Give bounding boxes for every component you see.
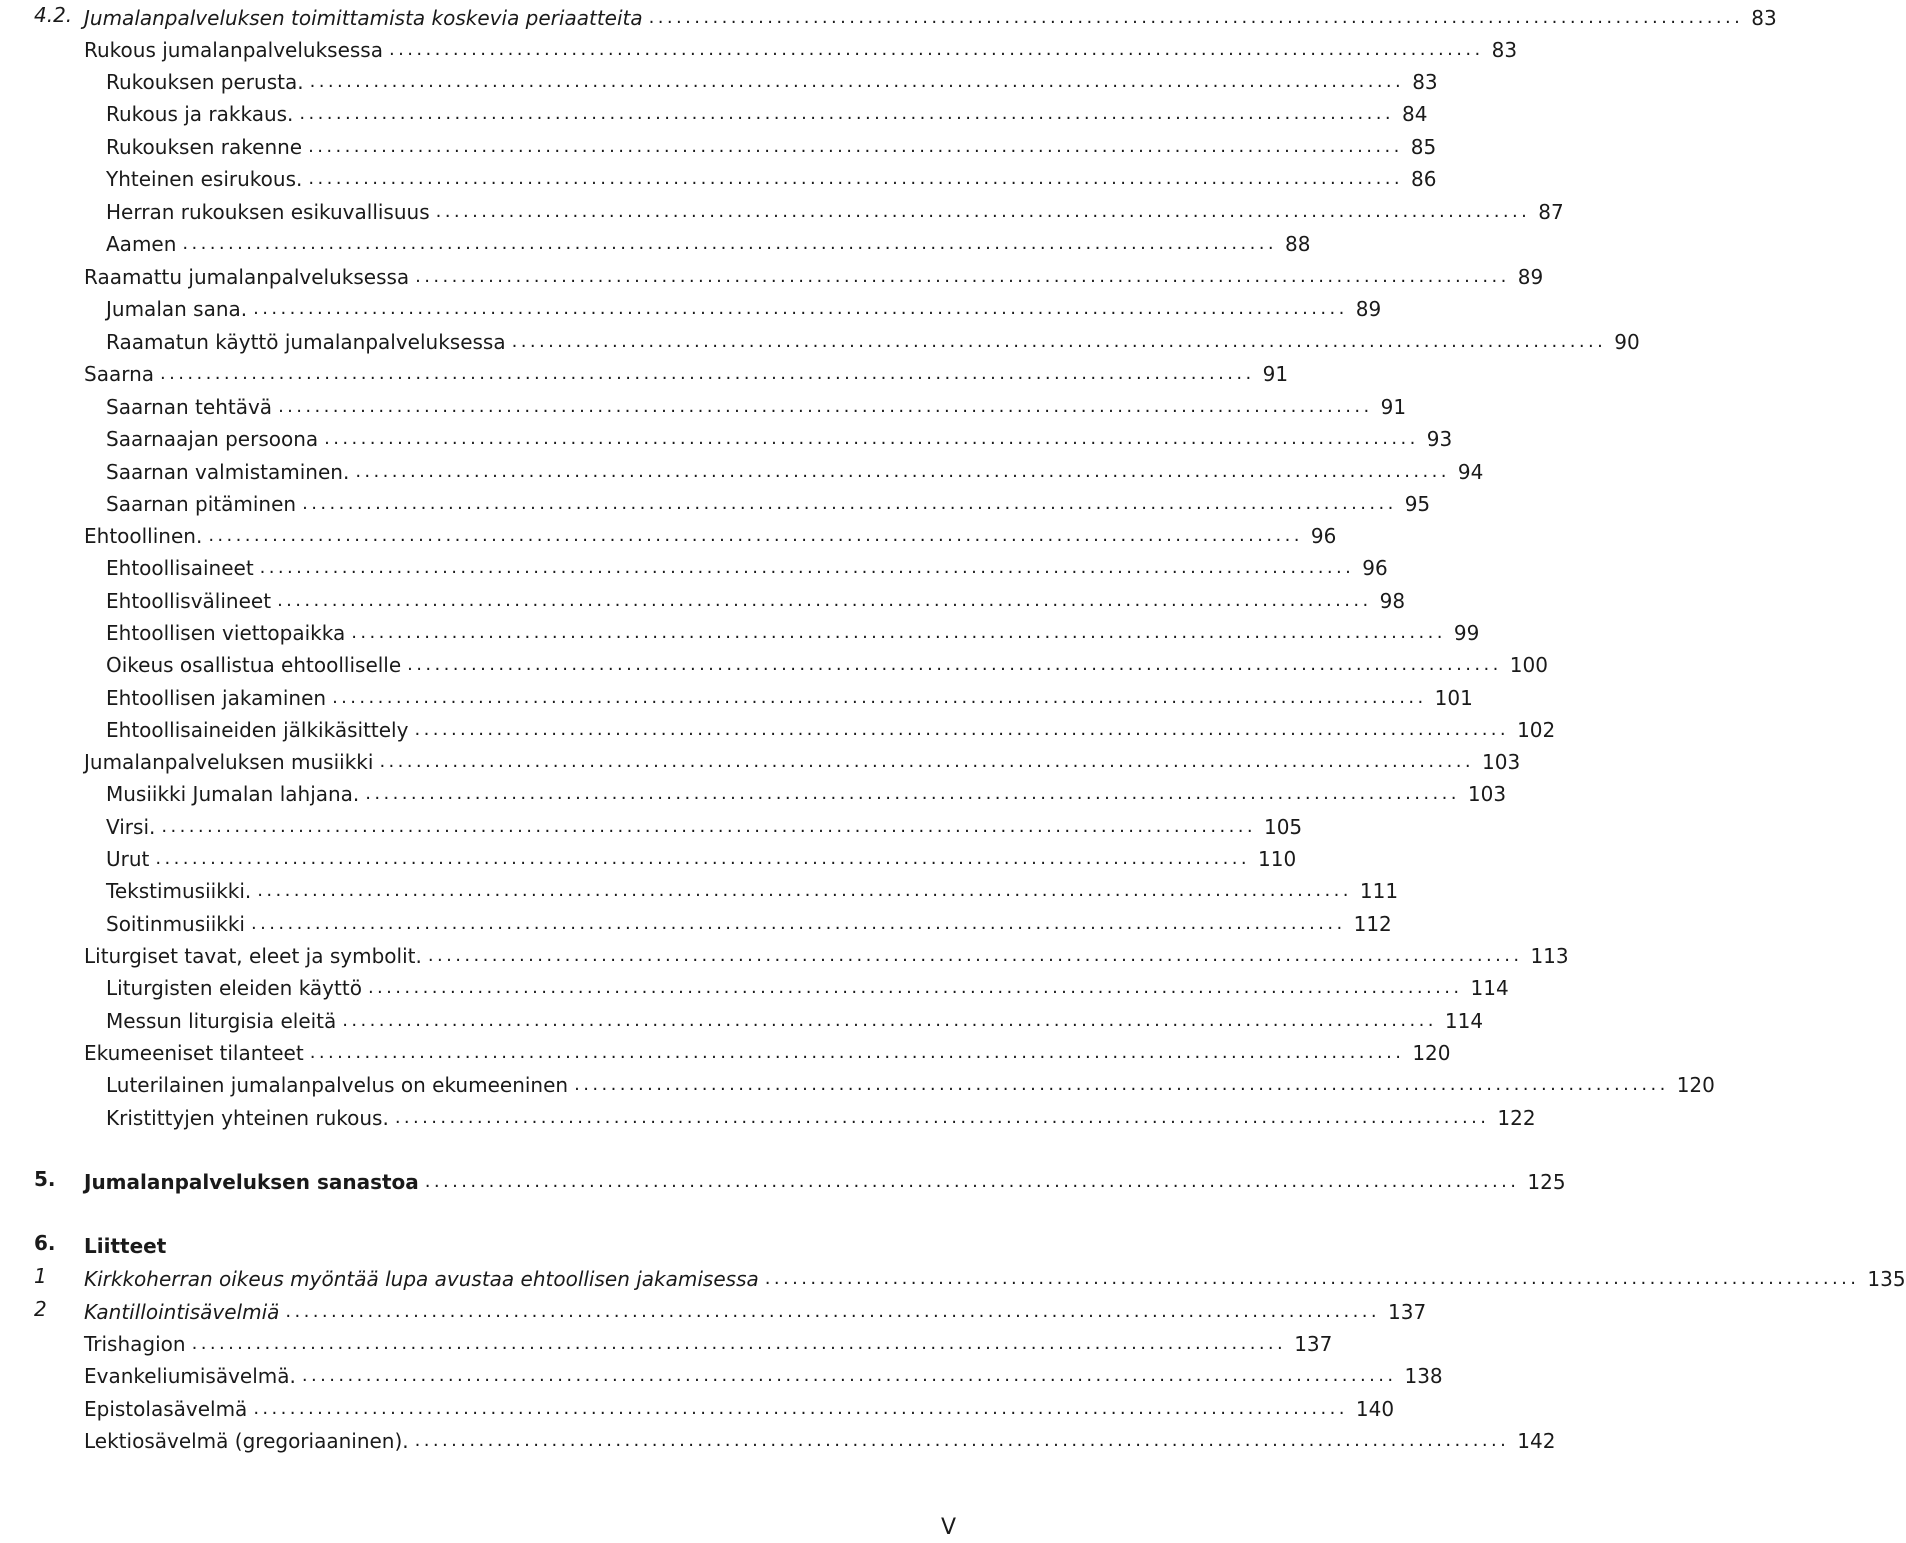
toc-entry-title: Saarnaajan persoona: [106, 427, 319, 451]
toc-entry[interactable]: [106, 64, 1438, 94]
toc-entry[interactable]: [106, 96, 1428, 126]
toc-entry-title: Kirkkoherran oikeus myöntää lupa avustaa ehtoollisen jakamisessa: [84, 1267, 759, 1291]
toc-entry-page: 120: [1676, 1073, 1715, 1097]
toc-entry[interactable]: [84, 518, 1337, 548]
toc-entry-title: Rukouksen rakenne: [106, 135, 303, 159]
dot-leader: ........................................................................................................................: [324, 428, 1419, 449]
dot-leader: ........................................................................................................................: [253, 298, 1348, 319]
toc-entry-page: 140: [1355, 1397, 1395, 1421]
toc-entry-page: 103: [1482, 750, 1521, 774]
toc-entry-title: Tekstimusiikki.: [106, 879, 252, 903]
toc-entry-number: 6.: [34, 1231, 56, 1255]
dot-leader: ........................................................................................................................: [332, 687, 1427, 708]
dot-leader: ........................................................................................................................: [764, 1268, 1860, 1289]
dot-leader: ........................................................................................................................: [208, 525, 1303, 546]
toc-entry[interactable]: [34, 1164, 1566, 1194]
toc-entry[interactable]: [106, 1100, 1536, 1130]
toc-entry-page: 84: [1402, 102, 1428, 126]
toc-entry[interactable]: [106, 680, 1473, 710]
toc-entry-title: Trishagion: [84, 1332, 186, 1356]
toc-entry-title: Rukous jumalanpalveluksessa: [84, 38, 383, 62]
toc-entry-page: 85: [1410, 135, 1437, 159]
toc-entry-title: Liturgisten eleiden käyttö: [106, 976, 362, 1000]
toc-entry-page: 96: [1310, 524, 1337, 548]
dot-leader: ........................................................................................................................: [285, 1301, 1380, 1322]
toc-entry[interactable]: [84, 1423, 1556, 1453]
dot-leader: ........................................................................................................................: [414, 719, 1510, 740]
toc-entry-title: Liitteet: [84, 1234, 167, 1258]
dot-leader: ........................................................................................................................: [302, 493, 1397, 514]
toc-entry[interactable]: [84, 938, 1569, 968]
toc-entry-title: Jumalanpalveluksen toimittamista koskevia periaatteita: [84, 6, 643, 30]
dot-leader: ........................................................................................................................: [424, 1171, 1520, 1192]
toc-entry[interactable]: [106, 841, 1297, 871]
dot-leader: ........................................................................................................................: [394, 1107, 1490, 1128]
dot-leader: ........................................................................................................................: [365, 783, 1460, 804]
toc-entry-page: 114: [1444, 1009, 1484, 1033]
toc-entry-page: 113: [1530, 944, 1569, 968]
toc-entry[interactable]: [106, 776, 1507, 806]
toc-entry[interactable]: [84, 1035, 1451, 1065]
toc-entry-page: 83: [1491, 38, 1518, 62]
toc-entry-page: 90: [1614, 330, 1640, 354]
toc-entry-title: Ehtoollisaineet: [106, 556, 254, 580]
dot-leader: ........................................................................................................................: [308, 136, 1403, 157]
toc-entry[interactable]: [106, 1003, 1484, 1033]
toc-entry-title: Virsi.: [106, 815, 156, 839]
toc-entry-title: Ekumeeniset tilanteet: [84, 1041, 304, 1065]
toc-entry-title: Raamattu jumalanpalveluksessa: [84, 265, 410, 289]
dot-leader: ........................................................................................................................: [182, 233, 1278, 254]
toc-entry[interactable]: [106, 583, 1406, 613]
toc-entry-page: 89: [1355, 297, 1382, 321]
toc-entry-title: Ehtoollisen jakaminen: [106, 686, 327, 710]
toc-entry-page: 91: [1380, 395, 1407, 419]
toc-entry-number: 2: [34, 1297, 47, 1321]
toc-entry-title: Jumalan sana.: [106, 297, 248, 321]
toc-entry-page: 114: [1470, 976, 1509, 1000]
dot-leader: ........................................................................................................................: [342, 1010, 1437, 1031]
toc-entry[interactable]: [84, 259, 1544, 289]
toc-entry[interactable]: [106, 906, 1392, 936]
toc-entry[interactable]: [84, 356, 1289, 386]
toc-entry[interactable]: [106, 809, 1303, 839]
toc-entry-title: Rukous ja rakkaus.: [106, 102, 294, 126]
toc-entry-page: 142: [1517, 1429, 1556, 1453]
toc-entry[interactable]: [106, 194, 1564, 224]
toc-entry-page: 125: [1527, 1170, 1566, 1194]
toc-entry[interactable]: [106, 324, 1640, 354]
dot-leader: ........................................................................................................................: [257, 880, 1352, 901]
toc-entry-page: 138: [1404, 1364, 1443, 1388]
toc-entry-page: 103: [1467, 782, 1507, 806]
toc-entry-title: Ehtoollisaineiden jälkikäsittely: [106, 718, 409, 742]
toc-entry-title: Epistolasävelmä: [84, 1397, 248, 1421]
toc-entry-page: 98: [1379, 589, 1406, 613]
toc-entry[interactable]: [34, 1228, 846, 1258]
toc-entry[interactable]: [106, 550, 1388, 580]
toc-entry[interactable]: [84, 744, 1521, 774]
toc-entry-page: 87: [1538, 200, 1564, 224]
toc-entry[interactable]: [106, 647, 1548, 677]
dot-leader: ........................................................................................................................: [309, 1042, 1405, 1063]
toc-entry-number: 4.2.: [34, 3, 73, 27]
toc-entry-title: Musiikki Jumalan lahjana.: [106, 782, 360, 806]
dot-leader: ........................................................................................................................: [301, 1365, 1397, 1386]
toc-entry-page: 99: [1453, 621, 1480, 645]
toc-entry-title: Liturgiset tavat, eleet ja symbolit.: [84, 944, 422, 968]
toc-entry[interactable]: [106, 454, 1484, 484]
toc-entry-page: 137: [1388, 1300, 1427, 1324]
toc-entry[interactable]: [84, 32, 1518, 62]
dot-leader: ........................................................................................................................: [379, 751, 1475, 772]
toc-entry-title: Rukouksen perusta.: [106, 70, 304, 94]
toc-entry-page: 88: [1285, 232, 1311, 256]
toc-entry-page: 122: [1497, 1106, 1536, 1130]
toc-entry[interactable]: [106, 712, 1556, 742]
dot-leader: ........................................................................................................................: [427, 945, 1523, 966]
toc-entry-page: 101: [1434, 686, 1473, 710]
toc-entry-title: Kantillointisävelmiä: [84, 1300, 280, 1324]
toc-entry[interactable]: [106, 129, 1437, 159]
dot-leader: ........................................................................................................................: [351, 622, 1446, 643]
toc-entry-title: Ehtoollisvälineet: [106, 589, 272, 613]
toc-entry-page: 96: [1362, 556, 1388, 580]
toc-entry-page: 137: [1294, 1332, 1333, 1356]
dot-leader: ........................................................................................................................: [308, 168, 1403, 189]
toc-entry-page: 102: [1517, 718, 1556, 742]
toc-entry-title: Messun liturgisia eleitä: [106, 1009, 337, 1033]
dot-leader: ........................................................................................................................: [299, 103, 1395, 124]
toc-entry[interactable]: [106, 1067, 1715, 1097]
toc-entry-title: Luterilainen jumalanpalvelus on ekumeeninen: [106, 1073, 569, 1097]
dot-leader: ........................................................................................................................: [253, 1398, 1348, 1419]
toc-entry[interactable]: [106, 615, 1480, 645]
dot-leader: ........................................................................................................................: [161, 816, 1256, 837]
dot-leader: ........................................................................................................................: [309, 71, 1405, 92]
toc-entry-page: 100: [1509, 653, 1548, 677]
toc-entry-page: 95: [1404, 492, 1431, 516]
toc-entry[interactable]: [106, 161, 1437, 191]
dot-leader: ........................................................................................................................: [407, 654, 1502, 675]
toc-entry[interactable]: [106, 226, 1311, 256]
dot-leader: ........................................................................................................................: [648, 7, 1744, 28]
toc-entry[interactable]: [106, 970, 1509, 1000]
toc-entry[interactable]: [84, 1391, 1395, 1421]
dot-leader: ........................................................................................................................: [278, 396, 1373, 417]
toc-entry-title: Yhteinen esirukous.: [106, 167, 303, 191]
toc-entry-title: Saarna: [84, 362, 155, 386]
dot-leader: ........................................................................................................................: [259, 557, 1355, 578]
toc-entry-title: Lektiosävelmä (gregoriaaninen).: [84, 1429, 409, 1453]
toc-entry-page: 89: [1517, 265, 1544, 289]
dot-leader: ........................................................................................................................: [160, 363, 1255, 384]
toc-entry-page: 112: [1353, 912, 1392, 936]
toc-entry-number: 5.: [34, 1167, 56, 1191]
toc-entry-page: 91: [1262, 362, 1289, 386]
toc-entry-page: 120: [1412, 1041, 1451, 1065]
dot-leader: ........................................................................................................................: [191, 1333, 1287, 1354]
toc-entry-title: Ehtoollinen.: [84, 524, 203, 548]
toc-entry[interactable]: [106, 486, 1431, 516]
toc-entry-page: 93: [1426, 427, 1453, 451]
toc-entry-title: Oikeus osallistua ehtoolliselle: [106, 653, 402, 677]
toc-entry[interactable]: [34, 1294, 1427, 1324]
toc-entry-title: Saarnan pitäminen: [106, 492, 297, 516]
toc-entry-page: 105: [1263, 815, 1303, 839]
toc-entry-title: Jumalanpalveluksen sanastoa: [84, 1170, 419, 1194]
toc-entry[interactable]: [34, 1261, 1906, 1291]
toc-entry-page: 94: [1457, 460, 1484, 484]
dot-leader: ........................................................................................................................: [155, 848, 1250, 869]
dot-leader: ........................................................................................................................: [574, 1074, 1669, 1095]
toc-entry[interactable]: [84, 1326, 1333, 1356]
toc-entry-page: 110: [1258, 847, 1297, 871]
toc-entry[interactable]: [106, 291, 1382, 321]
toc-entry[interactable]: [34, 0, 1777, 30]
toc-entry-number: 1: [34, 1264, 47, 1288]
toc-entry-title: Saarnan valmistaminen.: [106, 460, 350, 484]
toc-entry-page: 111: [1359, 879, 1399, 903]
toc-entry[interactable]: [106, 389, 1407, 419]
toc-entry[interactable]: [84, 1358, 1443, 1388]
toc-entry-title: Urut: [106, 847, 150, 871]
toc-entry-title: Jumalanpalveluksen musiikki: [84, 750, 374, 774]
toc-entry-title: Aamen: [106, 232, 177, 256]
toc-entry[interactable]: [106, 421, 1453, 451]
toc-entry[interactable]: [106, 873, 1399, 903]
toc-entry-title: Ehtoollisen viettopaikka: [106, 621, 346, 645]
dot-leader: ........................................................................................................................: [415, 266, 1510, 287]
toc-entry-title: Saarnan tehtävä: [106, 395, 273, 419]
dot-leader: ........................................................................................................................: [250, 913, 1346, 934]
page-number: V: [940, 1515, 956, 1540]
dot-leader: ........................................................................................................................: [511, 331, 1607, 352]
toc-entry-page: 86: [1410, 167, 1437, 191]
toc-entry-page: 83: [1412, 70, 1438, 94]
toc-entry-title: Kristittyjen yhteinen rukous.: [106, 1106, 389, 1130]
dot-leader: ........................................................................................................................: [388, 39, 1484, 60]
toc-entry-page: 135: [1867, 1267, 1906, 1291]
dot-leader: ........................................................................................................................: [435, 201, 1531, 222]
dot-leader: ........................................................................................................................: [277, 590, 1372, 611]
dot-leader: ........................................................................................................................: [355, 461, 1450, 482]
toc-entry-title: Soitinmusiikki: [106, 912, 245, 936]
toc-entry-title: Evankeliumisävelmä.: [84, 1364, 296, 1388]
dot-leader: ........................................................................................................................: [414, 1430, 1510, 1451]
toc-entry-page: 83: [1751, 6, 1777, 30]
dot-leader: ........................................................................................................................: [367, 977, 1463, 998]
toc-entry-title: Raamatun käyttö jumalanpalveluksessa: [106, 330, 506, 354]
toc-entry-title: Herran rukouksen esikuvallisuus: [106, 200, 430, 224]
